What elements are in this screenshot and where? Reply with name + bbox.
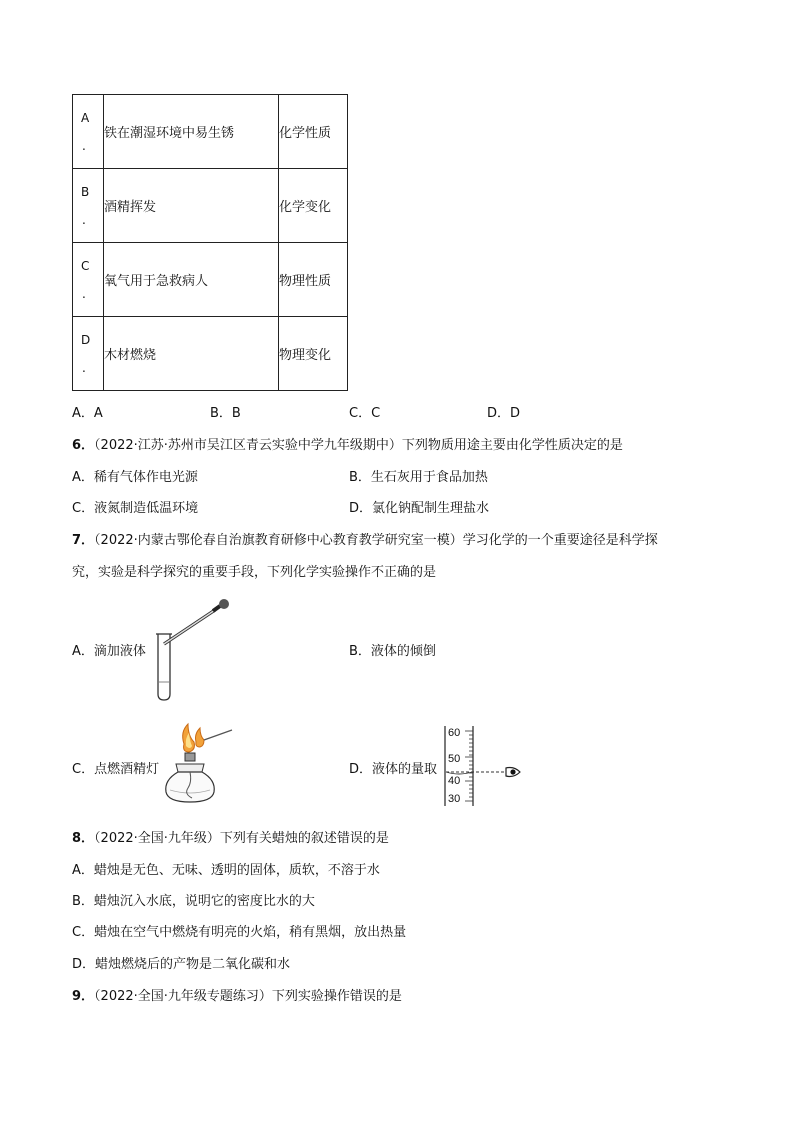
question-stem: 下列物质用途主要由化学性质决定的是 [401,438,623,453]
table-row [73,317,348,391]
table-row [73,169,348,243]
q6-option-a[interactable]: A．稀有气体作电光源 [72,470,198,485]
q5-option-c[interactable]: C．C [349,406,381,421]
tick-label: 30 [448,793,461,805]
row-category: 化学变化 [279,169,348,243]
q6-option-b[interactable]: B．生石灰用于食品加热 [349,470,488,485]
question-source: （2022·内蒙古鄂伦春自治旗教育研修中心教育教学研究室一模） [94,533,463,548]
q7-option-c[interactable]: C．点燃酒精灯 [72,762,160,777]
question-number: 6． [72,438,95,453]
question-7 [72,529,658,548]
row-desc: 铁在潮湿环境中易生锈 [104,95,279,169]
row-letter: D [81,333,91,347]
question-number: 8． [72,831,95,846]
row-letter: A [81,111,90,125]
q6-option-d[interactable]: D．氯化钠配制生理盐水 [349,501,490,516]
options-table [72,94,348,391]
q7-option-d[interactable]: D．液体的量取 [349,762,438,777]
q7-option-a[interactable]: A．滴加液体 [72,644,146,659]
question-stem: 下列有关蜡烛的叙述错误的是 [219,831,389,846]
question-stem: 学习化学的一个重要途径是科学探 [462,533,658,548]
row-letter: B [81,185,90,199]
table-row [73,95,348,169]
row-dot: . [82,287,86,301]
tick-label: 60 [448,727,461,739]
question-source: （2022·全国·九年级） [94,831,220,846]
tick-label: 50 [448,753,461,765]
q7-option-b[interactable]: B．液体的倾倒 [349,644,436,659]
tick-label: 40 [448,775,461,787]
q6-option-c[interactable]: C．液氮制造低温环境 [72,501,199,516]
row-letter: C [81,259,90,273]
question-stem: 下列实验操作错误的是 [271,989,402,1004]
q8-option-b[interactable]: B．蜡烛沉入水底，说明它的密度比水的大 [72,894,315,909]
question-9 [72,985,402,1004]
question-source: （2022·江苏·苏州市吴江区青云实验中学九年级期中） [94,438,402,453]
question-source: （2022·全国·九年级专题练习） [94,989,272,1004]
q8-option-d[interactable]: D．蜡烛燃烧后的产物是二氧化碳和水 [72,957,291,972]
q5-option-b[interactable]: B．B [210,406,241,421]
question-number: 7． [72,533,95,548]
row-desc: 酒精挥发 [104,169,279,243]
question-7-stem-cont: 究，实验是科学探究的重要手段，下列化学实验操作不正确的是 [72,565,437,580]
question-6 [72,434,623,453]
row-desc: 木材燃烧 [104,317,279,391]
question-8 [72,827,389,846]
q8-option-c[interactable]: C．蜡烛在空气中燃烧有明亮的火焰，稍有黑烟，放出热量 [72,925,407,940]
row-category: 化学性质 [279,95,348,169]
row-category: 物理性质 [279,243,348,317]
row-dot: . [82,213,86,227]
table-row [73,243,348,317]
row-desc: 氧气用于急救病人 [104,243,279,317]
alcohol-lamp-illustration [162,722,242,806]
q8-option-a[interactable]: A．蜡烛是无色、无味、透明的固体，质软，不溶于水 [72,863,380,878]
row-dot: . [82,139,86,153]
question-number: 9． [72,989,95,1004]
graduated-cylinder-illustration [440,726,530,810]
q5-option-a[interactable]: A．A [72,406,103,421]
dropper-test-tube-illustration [150,596,230,702]
row-category: 物理变化 [279,317,348,391]
row-dot: . [82,361,86,375]
q5-option-d[interactable]: D．D [487,406,521,421]
